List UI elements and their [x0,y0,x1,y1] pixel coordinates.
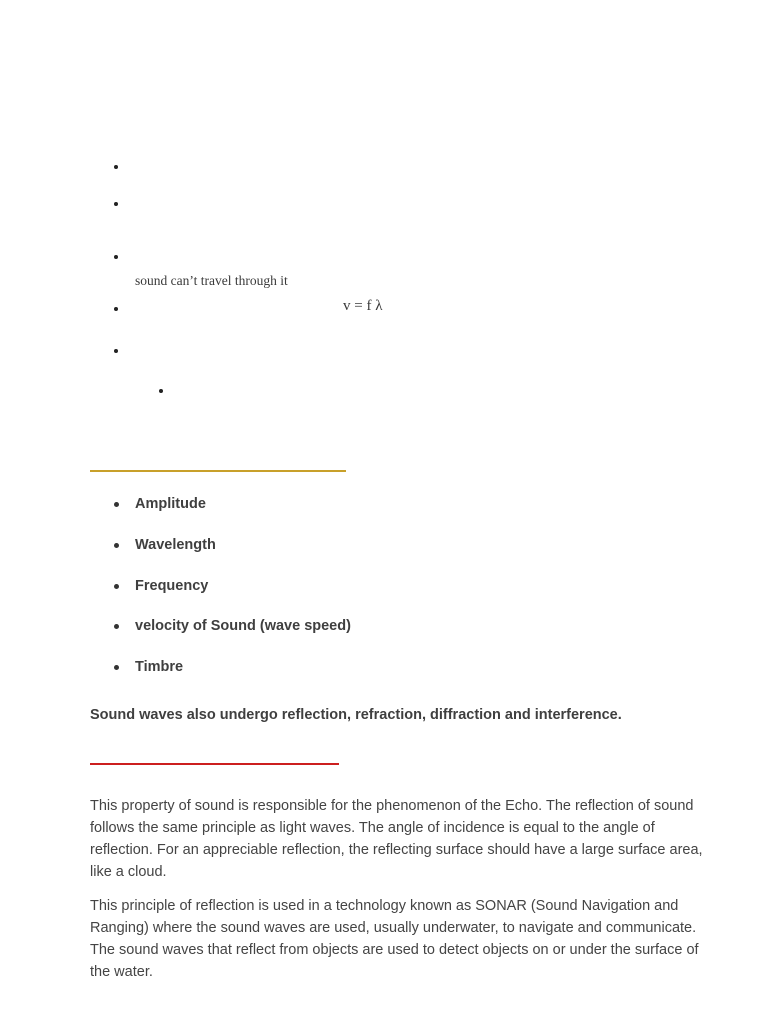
reflection-statement: Sound waves also undergo reflection, refraction, diffraction and interference. [90,707,622,723]
property-label: Timbre [135,659,184,675]
list-bullet [114,165,118,169]
property-label: Frequency [135,578,209,594]
property-label: Wavelength [135,537,216,553]
section-heading-underline [90,470,346,472]
section-heading-underline [90,763,339,765]
list-bullet [114,665,119,670]
list-bullet [114,624,119,629]
list-bullet [114,255,118,259]
list-bullet [114,349,118,353]
property-label: Amplitude [135,496,206,512]
list-item-note: sound can’t travel through it [135,273,288,288]
list-bullet [114,202,118,206]
list-bullet [114,584,119,589]
sonar-paragraph: This principle of reflection is used in a technology known as SONAR (Sound Navigation and Ranging) where the sound waves are used, usually underwater, to navigate and communicate. The sound waves that reflect from objects are used to detect objects on or under the surface of the water. [90,898,699,980]
property-label: velocity of Sound (wave speed) [135,618,351,634]
list-bullet [114,543,119,548]
nested-list-bullet [159,389,163,393]
list-bullet [114,502,119,507]
wave-formula: v = f λ [343,298,383,314]
list-bullet [114,307,118,311]
echo-paragraph: This property of sound is responsible for the phenomenon of the Echo. The reflection of sound follows the same principle as light waves. The angle of incidence is equal to the angle of reflection. For an appreciable reflection, the reflecting surface should have a large surface area, like a cloud. [90,798,703,880]
